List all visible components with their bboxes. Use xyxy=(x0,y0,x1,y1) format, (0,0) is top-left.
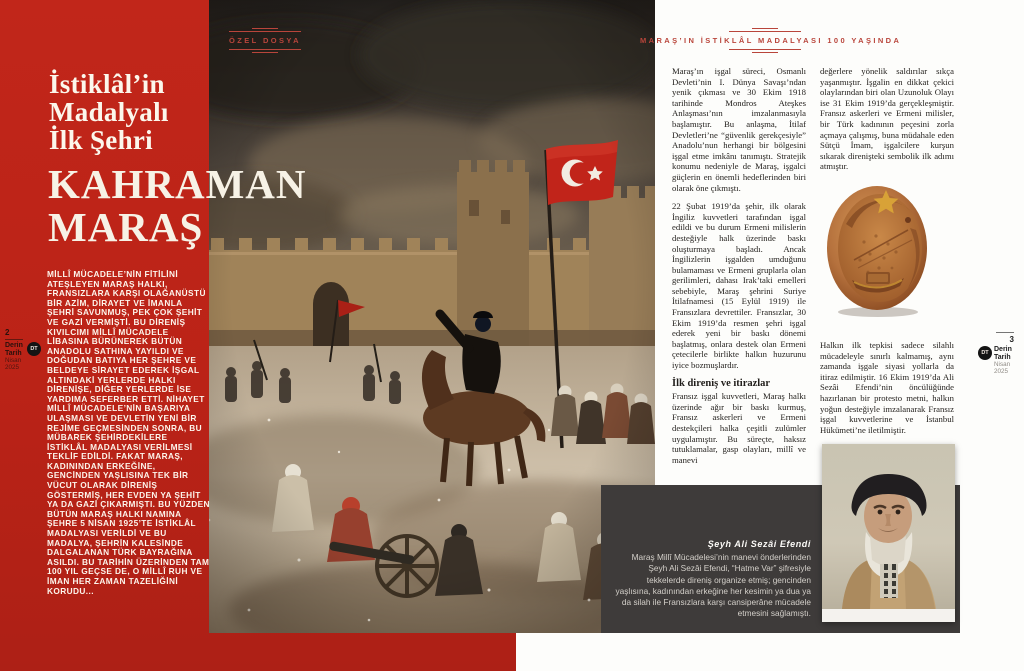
derin-tarih-logo-icon: DT xyxy=(978,346,992,360)
issue-date: Nisan 2025 xyxy=(994,361,1011,375)
derin-tarih-logo-icon: DT xyxy=(27,342,41,356)
body-column-1 xyxy=(672,66,806,478)
ornament-line xyxy=(252,52,278,53)
ornament-line xyxy=(229,31,301,32)
body-paragraph: Maraş’ın işgal süreci, Osmanlı Devleti’nin I. Dünya Savaşı’ndan yenik çıkması ve 30 Ekim 1918 tarihinde Mondros Ateşkes Anlaşması’nın imzalanmasıyla başlamıştır. Bu anlaşma, İtilaf Devletleri’ne “güvenlik gerekçesiyle” Anadolu’nun herhangi bir bölgesini işgal etme imkânı tanımıştı. Stratejik konumu nedeniyle de Maraş, işgalci güçlerin en önemli hedeflerinden biri olarak öne çıkmıştı. xyxy=(672,66,806,193)
left-page-folio-badge xyxy=(5,328,41,371)
caption-body: Maraş Millî Mücadelesi’nin manevi önderlerinden Şeyh Ali Sezâi Efendi, “Hatme Var” şifresiyle tekkelerde direniş organize etmiş; gencinden yaşlısına, kadınından erkeğine her kesimin ya dua ya da silah ile Fransızlara karşı cansiperâne mücadele etmesini sağlamıştı. xyxy=(615,552,811,619)
right-page-folio-badge xyxy=(978,330,1014,375)
section-subhead: İlk direniş ve itirazlar xyxy=(672,377,771,389)
page-number: 2 xyxy=(5,328,10,337)
kicker-text: ÖZEL DOSYA xyxy=(229,36,301,45)
folio-divider xyxy=(996,332,1014,333)
body-paragraph: Fransız işgal kuvvetleri, Maraş halkı üzerinde ağır bir baskı kurmuş, Fransız askerleri ve Ermeni destekçileri halka çeşitli zulümler uygulamıştır. Bu süreçte, haksız tutuklamalar, gasp olayları, millî ve manevi xyxy=(672,391,806,465)
article-headline: KAHRAMAN MARAŞ xyxy=(48,161,307,250)
ornament-line xyxy=(752,28,778,29)
istiklal-medal-image xyxy=(824,184,930,320)
lede-paragraph: MİLLÎ MÜCADELE’NİN FİTİLİNİ ATEŞLEYEN MARAŞ HALKI, FRANSIZLARA KARŞI OLAĞANÜSTÜ BİR AZİM, DİRAYET VE İMANLA ŞEHRİ SAVUNMUŞ, PEK ÇOK ŞEHİT VE GAZİ VERMİŞTİ. BU DİRENİŞ KIVILCIMI MİLLÎ MÜCADELE LİBASINA BÜRÜNEREK BÜTÜN ANADOLU SATHINA YAYILDI VE DOĞUDAN BATIYA HER ŞEHRE VE BELDEYE SİRAYET EDEREK İŞGAL ALTINDAKİ YERLERDE HALKI DİRENİŞE, DİĞER YERLERDE İSE YARDIMA SEFERBER ETTİ. NİHAYET MİLLÎ MÜCADELE’NİN BAŞARIYA ULAŞMASI VE DEVLETİN YENİ BİR REJİME GEÇMESİNDEN SONRA, BU MÜBAREK ŞEHİRDEKİLERE İSTİKLÂL MADALYASI VERİLMESİ TEKLİF EDİLDİ. FAKAT MARAŞ, KADININDAN ERKEĞİNE, GENCİNDEN YAŞLISINA TEK BİR VÜCUT OLARAK DİRENİŞ GÖSTERMİŞ, HER EVDEN YA ŞEHİT YA DA GAZİ ÇIKARMIŞTI. BU YÜZDEN BÜTÜN MARAŞ HALKI NAMINA ŞEHRE 5 NİSAN 1925’TE İSTİKLÂL MADALYASI VERİLDİ VE BU MADALYA, ŞEHRİN KALESİNDE DALGALANAN TÜRK BAYRAĞINA ASILDI. BU TARİHİN ÜZERİNDEN TAM 100 YIL GEÇSE DE, O MİLLÎ RUH VE İMAN HER ZAMAN TAZELİĞİNİ KORUDU... xyxy=(47,269,210,596)
photo-caption xyxy=(613,539,811,619)
magazine-brand: Derin Tarih xyxy=(5,342,23,357)
body-column-2-top xyxy=(820,66,954,180)
kicker-text: MARAŞ’IN İSTİKLÂL MADALYASI 100 YAŞINDA xyxy=(640,36,902,45)
article-subtitle: İstiklâl’in Madalyalı İlk Şehri xyxy=(49,69,169,155)
portrait-art xyxy=(822,444,955,609)
body-paragraph: Halkın ilk tepkisi sadece silahlı mücadeleyle sınırlı kalmamış, aynı zamanda işgale siyasi yollarla da itiraz edilmiştir. 16 Ekim 1919’da Ali Sezâi Efendi’nin öncülüğünde hazırlanan bir protesto metni, halkın yoğun desteğiyle imzalanarak Fransız işgal kuvvetlerine ve İstanbul Hükümeti’ne iletilmiştir. xyxy=(820,340,954,435)
battle-scene-illustration xyxy=(209,0,655,633)
body-column-2-bottom xyxy=(820,340,954,443)
ornament-line xyxy=(752,52,778,53)
ornament-line xyxy=(729,49,801,50)
ornament-line xyxy=(729,31,801,32)
folio-divider xyxy=(5,339,23,340)
issue-date: Nisan 2025 xyxy=(5,357,22,371)
ornament-line xyxy=(229,49,301,50)
magazine-brand: Derin Tarih xyxy=(994,346,1012,361)
page-number: 3 xyxy=(1009,335,1014,344)
body-paragraph: değerlere yönelik saldırılar sıkça yaşanmıştır. İşgalin en dikkat çekici olaylarından biri olan Uzunoluk Olayı ise 31 Ekim 1919’da gerçekleşmiştir. Fransız askerleri ve Ermeni milisler, bir Türk kadınının peçesini zorla açmaya çalışmış, buna müdahale eden Sütçü İmam, işgalcilere kurşun sıkarak direnişteki sembolik ilk adımı atmıştır. xyxy=(820,66,954,172)
medal-art xyxy=(824,184,930,320)
photo-bottom-border xyxy=(822,609,955,622)
left-page-kicker xyxy=(200,26,330,55)
body-paragraph: 22 Şubat 1919’da şehir, ilk olarak İngiliz kuvvetleri tarafından işgal edildi ve bu durum Ermeni milislerin desteğiyle halk üzerinde baskı oluşturmaya başladı. Ancak İngilizlerin işgalden umduğunu bulamaması ve Ermeni gruplarla olan gerilimleri, dahası Irak’taki emelleri sebebiyle, Maraş şehrini Suriye İtilafnamesi (15 Eylül 1919) ile Fransızlara devrettiler. Fransızlar, 30 Ekim 1919’da resmen şehri işgal ederek yeni bir baskı dönemi başlatmış, onlara destek olan Ermeni çetecilerle birlikte halkın huzurunu iyice bozmuşlardır. xyxy=(672,201,806,371)
seyh-ali-sezai-portrait xyxy=(822,444,955,622)
right-page-kicker xyxy=(640,26,902,55)
battle-scene-art xyxy=(209,0,655,633)
caption-title: Şeyh Ali Sezâi Efendi xyxy=(707,539,811,549)
ornament-line xyxy=(252,28,278,29)
